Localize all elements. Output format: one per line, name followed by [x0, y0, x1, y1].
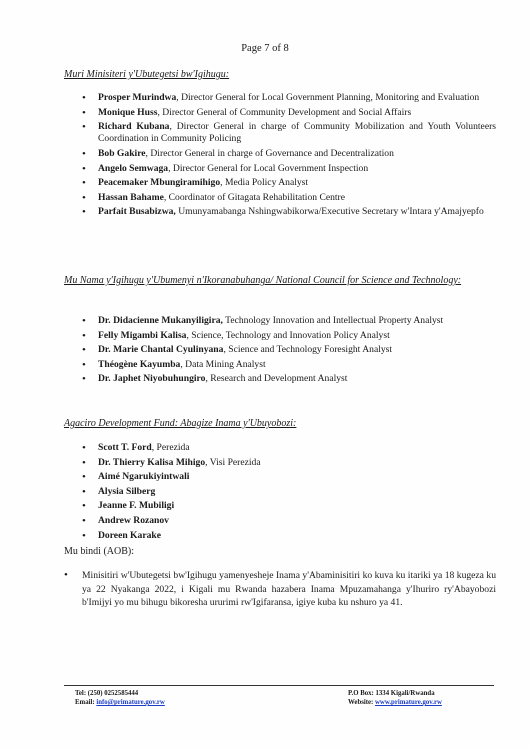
website-link[interactable]: www.primature.gov.rw — [375, 699, 442, 706]
list-item: • Dr. Japhet Niyobuhungiro, Research and Development Analyst — [82, 373, 496, 385]
list-item: • Andrew Rozanov — [82, 515, 496, 527]
aob-heading: Mu bindi (AOB): — [64, 546, 134, 557]
footer-pobox: P.O Box: 1334 Kigali/Rwanda — [348, 690, 435, 697]
footer-email — [75, 698, 165, 707]
list-item: • Monique Huss, Director General of Community Development and Social Affairs — [82, 107, 496, 119]
list-item: • Scott T. Ford, Perezida — [82, 442, 496, 454]
list-item: • Aimé Ngarukiyintwali — [82, 471, 496, 483]
list-item: • Prosper Murindwa, Director General for Local Government Planning, Monitoring and Evaluation — [82, 92, 496, 104]
footer-divider — [64, 685, 494, 686]
list-item: • Dr. Thierry Kalisa Mihigo, Visi Perezida — [82, 457, 496, 469]
email-link[interactable]: info@primature.gov.rw — [96, 699, 165, 706]
list-item: • Felly Migambi Kalisa, Science, Technology and Innovation Policy Analyst — [82, 330, 496, 342]
footer-website — [348, 698, 442, 707]
list-item: • Alysia Silberg — [82, 486, 496, 498]
list-item: • Hassan Bahame, Coordinator of Gitagata Rehabilitation Centre — [82, 192, 496, 204]
aob-paragraph — [64, 569, 496, 610]
list-item: • Doreen Karake — [82, 530, 496, 542]
section-heading-ministry: Muri Minisiteri y'Ubutegetsi bw'Igihugu: — [64, 69, 230, 80]
list-item: • Dr. Didacienne Mukanyiligira, Technology Innovation and Intellectual Property Analyst — [82, 315, 496, 327]
agaciro-board-list — [82, 442, 496, 544]
aob-text: Minisitiri w'Ubutegetsi bw'Igihugu yamenyesheje Inama y'Abaminisitiri ko kuva ku itariki ya 18 kugeza ku ya 22 Nyakanga 2022, i Kigali mu Rwanda hazabera Inama Mpuzamahanga y'Ihuriro ry'Abayobozi b'Imijyi yo mu bihugu bikoresha ururimi rw'Igifaransa, igiye kuba ku nshuro ya 41. — [82, 570, 496, 609]
email-label: Email: — [75, 699, 97, 706]
website-label: Website: — [348, 699, 375, 706]
science-council-list — [82, 315, 496, 388]
list-item: • Peacemaker Mbungiramihigo, Media Policy Analyst — [82, 177, 496, 189]
list-item: • Richard Kubana, Director General in charge of Community Mobilization and Youth Volunteers Coordination in Community Policing — [82, 121, 496, 145]
list-item: • Dr. Marie Chantal Cyulinyana, Science and Technology Foresight Analyst — [82, 344, 496, 356]
bullet-icon: • — [64, 569, 68, 581]
list-item: • Jeanne F. Mubiligi — [82, 500, 496, 512]
list-item: • Bob Gakire, Director General in charge of Governance and Decentralization — [82, 148, 496, 160]
ministry-officials-list — [82, 92, 496, 221]
footer-tel: Tel: (250) 0252585444 — [75, 690, 139, 697]
section-heading-agaciro-fund: Agaciro Development Fund: Abagize Inama y'Ubuyobozi: — [64, 418, 297, 429]
section-heading-science-council: Mu Nama y'Igihugu y'Ubumenyi n'Ikoranabuhanga/ National Council for Science and Technology: — [64, 275, 462, 286]
list-item: • Parfait Busabizwa, Umunyamabanga Nshingwabikorwa/Executive Secretary w'Intara y'Amajyepfo — [82, 206, 496, 218]
list-item: • Théogène Kayumba, Data Mining Analyst — [82, 359, 496, 371]
page-number: Page 7 of 8 — [241, 43, 289, 54]
list-item: • Angelo Semwaga, Director General for Local Government Inspection — [82, 163, 496, 175]
